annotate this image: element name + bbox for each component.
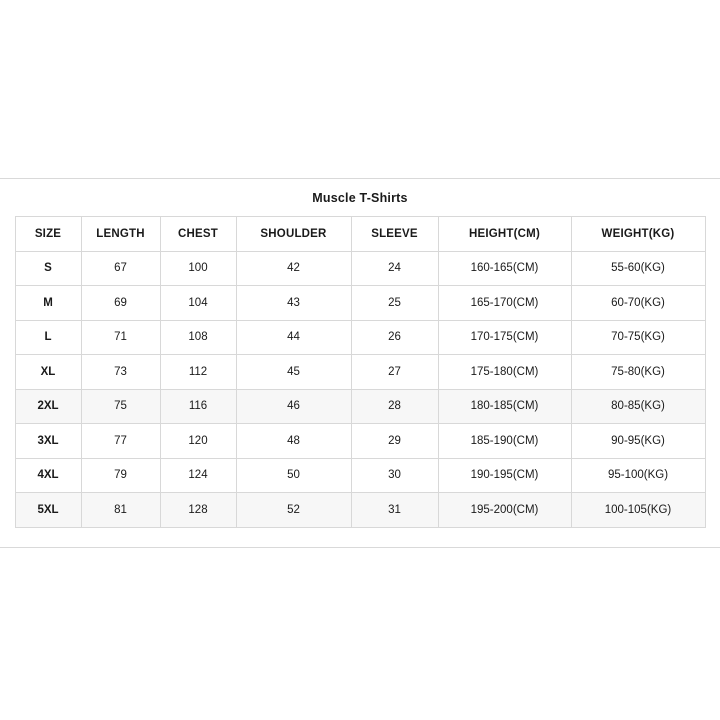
cell-height: 185-190(CM) [438,424,571,459]
cell-size: 5XL [15,493,81,528]
cell-height: 160-165(CM) [438,251,571,286]
cell-length: 77 [81,424,160,459]
cell-shoulder: 42 [236,251,351,286]
column-header-shoulder: SHOULDER [236,217,351,252]
cell-height: 190-195(CM) [438,458,571,493]
column-header-size: SIZE [15,217,81,252]
cell-chest: 116 [160,389,236,424]
cell-weight: 100-105(KG) [571,493,705,528]
table-row [15,355,705,390]
cell-size: M [15,286,81,321]
cell-sleeve: 25 [351,286,438,321]
table-row [15,286,705,321]
cell-sleeve: 26 [351,320,438,355]
table-row [15,251,705,286]
cell-weight: 75-80(KG) [571,355,705,390]
cell-chest: 124 [160,458,236,493]
cell-length: 73 [81,355,160,390]
cell-height: 195-200(CM) [438,493,571,528]
cell-weight: 80-85(KG) [571,389,705,424]
cell-weight: 95-100(KG) [571,458,705,493]
cell-chest: 100 [160,251,236,286]
cell-shoulder: 50 [236,458,351,493]
cell-size: S [15,251,81,286]
column-header-sleeve: SLEEVE [351,217,438,252]
cell-height: 180-185(CM) [438,389,571,424]
table-row [15,389,705,424]
column-header-weight: WEIGHT(KG) [571,217,705,252]
cell-height: 170-175(CM) [438,320,571,355]
cell-chest: 108 [160,320,236,355]
table-body [15,251,705,527]
column-header-height: HEIGHT(CM) [438,217,571,252]
page-title: Muscle T-Shirts [312,191,408,205]
table-row [15,424,705,459]
table-row [15,493,705,528]
table-header [15,217,705,252]
cell-size: XL [15,355,81,390]
cell-height: 175-180(CM) [438,355,571,390]
cell-length: 81 [81,493,160,528]
table-row [15,320,705,355]
cell-shoulder: 43 [236,286,351,321]
cell-weight: 90-95(KG) [571,424,705,459]
column-header-chest: CHEST [160,217,236,252]
cell-sleeve: 24 [351,251,438,286]
cell-size: 4XL [15,458,81,493]
cell-chest: 112 [160,355,236,390]
size-chart-sheet [0,179,720,528]
cell-shoulder: 46 [236,389,351,424]
cell-weight: 60-70(KG) [571,286,705,321]
cell-weight: 70-75(KG) [571,320,705,355]
cell-weight: 55-60(KG) [571,251,705,286]
cell-shoulder: 52 [236,493,351,528]
cell-sleeve: 31 [351,493,438,528]
cell-size: 3XL [15,424,81,459]
cell-length: 69 [81,286,160,321]
cell-length: 79 [81,458,160,493]
cell-height: 165-170(CM) [438,286,571,321]
cell-sleeve: 28 [351,389,438,424]
cell-size: 2XL [15,389,81,424]
cell-shoulder: 45 [236,355,351,390]
table-header-row [15,217,705,252]
cell-length: 67 [81,251,160,286]
cell-size: L [15,320,81,355]
cell-chest: 120 [160,424,236,459]
cell-sleeve: 30 [351,458,438,493]
cell-sleeve: 27 [351,355,438,390]
cell-shoulder: 48 [236,424,351,459]
bottom-divider [0,547,720,548]
cell-chest: 104 [160,286,236,321]
cell-chest: 128 [160,493,236,528]
cell-length: 71 [81,320,160,355]
size-chart-table [15,216,706,528]
column-header-length: LENGTH [81,217,160,252]
table-row [15,458,705,493]
cell-shoulder: 44 [236,320,351,355]
cell-sleeve: 29 [351,424,438,459]
cell-length: 75 [81,389,160,424]
